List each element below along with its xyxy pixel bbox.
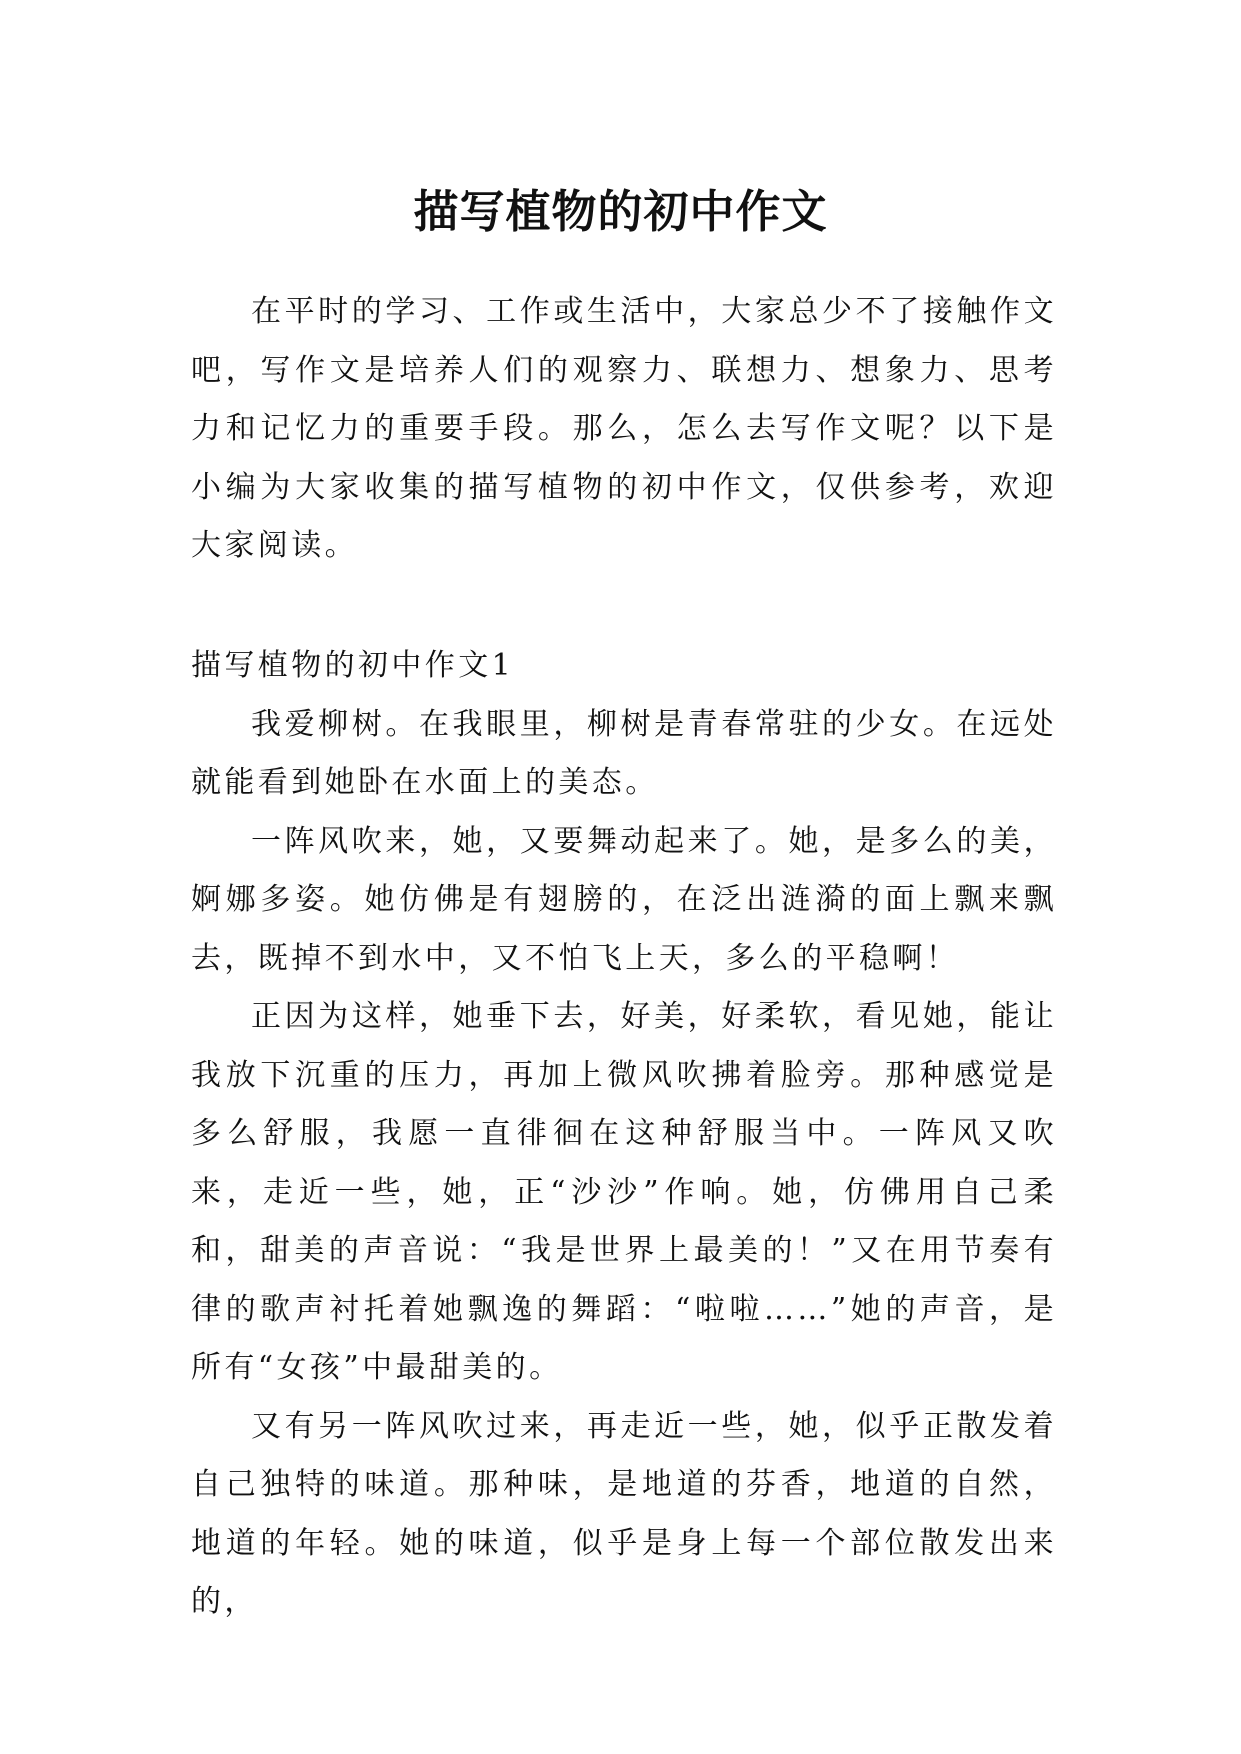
- body-paragraph-1: 我爱柳树。在我眼里，柳树是青春常驻的少女。在远处就能看到她卧在水面上的美态。: [191, 706, 1057, 800]
- essay-section-1: [191, 637, 1057, 1632]
- document-title: 描写植物的初中作文: [413, 185, 828, 239]
- body-paragraph-2: 一阵风吹来，她，又要舞动起来了。她，是多么的美，婀娜多姿。她仿佛是有翅膀的，在泛出涟漪的面上飘来飘去，既掉不到水中，又不怕飞上天，多么的平稳啊！: [191, 823, 1057, 976]
- body-paragraph-3: 正因为这样，她垂下去，好美，好柔软，看见她，能让我放下沉重的压力，再加上微风吹拂着脸旁。那种感觉是多么舒服，我愿一直徘徊在这种舒服当中。一阵风又吹来，走近一些，她，正“沙沙”作响。她，仿佛用自己柔和，甜美的声音说：“我是世界上最美的！”又在用节奏有律的歌声衬托着她飘逸的舞蹈：“啦啦……”她的声音，是所有“女孩”中最甜美的。: [191, 999, 1057, 1385]
- section-heading: 描写植物的初中作文1: [191, 648, 515, 683]
- body-paragraph-4: 又有另一阵风吹过来，再走近一些，她，似乎正散发着自己独特的味道。那种味，是地道的芬香，地道的自然，地道的年轻。她的味道，似乎是身上每一个部位散发出来的，: [191, 1408, 1057, 1619]
- intro-paragraph: 在平时的学习、工作或生活中，大家总少不了接触作文吧，写作文是培养人们的观察力、联想力、想象力、思考力和记忆力的重要手段。那么，怎么去写作文呢？以下是小编为大家收集的描写植物的初中作文，仅供参考，欢迎大家阅读。: [191, 294, 1057, 563]
- intro-block: [191, 283, 1057, 576]
